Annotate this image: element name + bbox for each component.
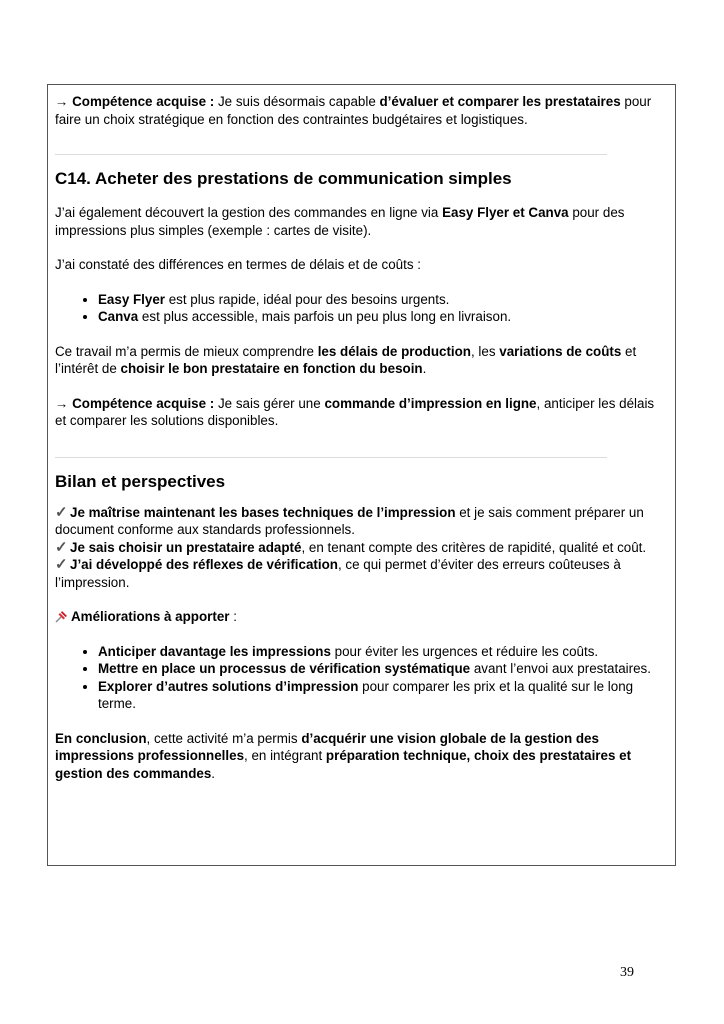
bold-text: Anticiper davantage les impressions [98,643,331,659]
bold-text: commande d’impression en ligne [324,395,537,411]
bold-text: Compétence acquise : [72,395,215,411]
bold-text: d’évaluer et comparer les prestataires [379,94,621,109]
list-item [98,291,667,309]
text: pour comparer les prix et la qualité sur le long terme. [98,678,634,711]
list-item [98,308,667,326]
text: et l’intérêt de [55,343,637,376]
page-number: 39 [620,965,634,980]
text: pour des impressions plus simples (exemple : cartes de visite). [55,205,625,238]
page-content [55,93,667,782]
bold-text: Compétence acquise : [72,94,215,109]
text: . [422,361,427,376]
text: . [211,765,216,781]
text: est plus accessible, mais parfois un peu plus long en livraison. [138,309,512,324]
ameliorations-heading [55,608,667,626]
bold-text: Je maîtrise maintenant les bases techniques de l’impression [70,504,456,520]
competence-paragraph-2 [55,395,667,430]
text: Je suis désormais capable [214,94,380,109]
text: , en intégrant [244,748,326,763]
section-title-bilan: Bilan et perspectives [55,471,226,491]
text: , les [470,343,500,359]
section-divider [55,154,607,155]
bold-text: Mettre en place un processus de vérification systématique [98,661,471,676]
bold-text: Easy Flyer [98,291,165,307]
text: J’ai également découvert la gestion des commandes en ligne via [55,205,443,220]
conclusion-paragraph [55,730,667,783]
text: , ce qui permet d’éviter des erreurs coûteuses à l’impression. [55,557,621,590]
bold-text: d’acquérir une vision globale de la gestion des impressions professionnelles [55,730,599,763]
bold-text: préparation technique, choix des prestataires et gestion des commandes [55,748,632,781]
text: Ce travail m’a permis de mieux comprendre [55,343,318,359]
competence-paragraph-1 [55,93,667,128]
bold-text: variations de coûts [499,343,622,359]
section-title-c14: C14. Acheter des prestations de communication simples [55,169,512,188]
text: , anticiper les délais et comparer les solutions disponibles. [55,395,655,428]
bold-text: les délais de production [317,343,471,359]
bold-text: Améliorations à apporter [71,609,230,624]
bilan-check-1 [55,504,667,539]
bold-text: J’ai développé des réflexes de vérification [70,557,338,572]
bold-text: Canva [98,309,139,324]
list-item [98,660,667,678]
text: : [229,609,237,624]
text: avant l’envoi aux prestataires. [470,661,651,676]
bold-text: Explorer d’autres solutions d’impression [98,678,359,694]
arrow-glyph: → [55,395,73,411]
text: Je sais gérer une [214,395,325,411]
c14-paragraph-3 [55,343,667,378]
text: , cette activité m’a permis [146,730,302,746]
bold-text: Easy Flyer et Canva [442,205,569,220]
bilan-check-2 [55,539,667,557]
text: et je sais comment préparer un document conforme aux standards professionnels. [55,504,644,537]
bold-text: En conclusion [55,730,147,746]
text: pour éviter les urgences et réduire les coûts. [330,643,599,659]
bold-text: Je sais choisir un prestataire adapté [70,539,302,555]
list-item [98,678,667,713]
check-icon: ✓ [55,503,68,521]
c14-list [55,291,667,326]
ameliorations-list [55,643,667,713]
text: pour faire un choix stratégique en fonction des contraintes budgétaires et logistiques. [55,94,652,127]
check-icon: ✓ [55,556,68,573]
pushpin-icon [55,609,71,623]
list-item [98,643,667,661]
text: est plus rapide, idéal pour des besoins urgents. [165,291,450,307]
arrow-glyph: → [55,94,73,109]
bold-text: choisir le bon prestataire en fonction du besoin [120,361,423,376]
bilan-check-3 [55,556,667,591]
text: , en tenant compte des critères de rapidité, qualité et coût. [301,539,647,555]
check-icon: ✓ [55,538,68,556]
c14-paragraph-1 [55,204,667,239]
section-divider [55,457,607,458]
c14-paragraph-2: J’ai constaté des différences en termes de délais et de coûts : [55,257,421,272]
